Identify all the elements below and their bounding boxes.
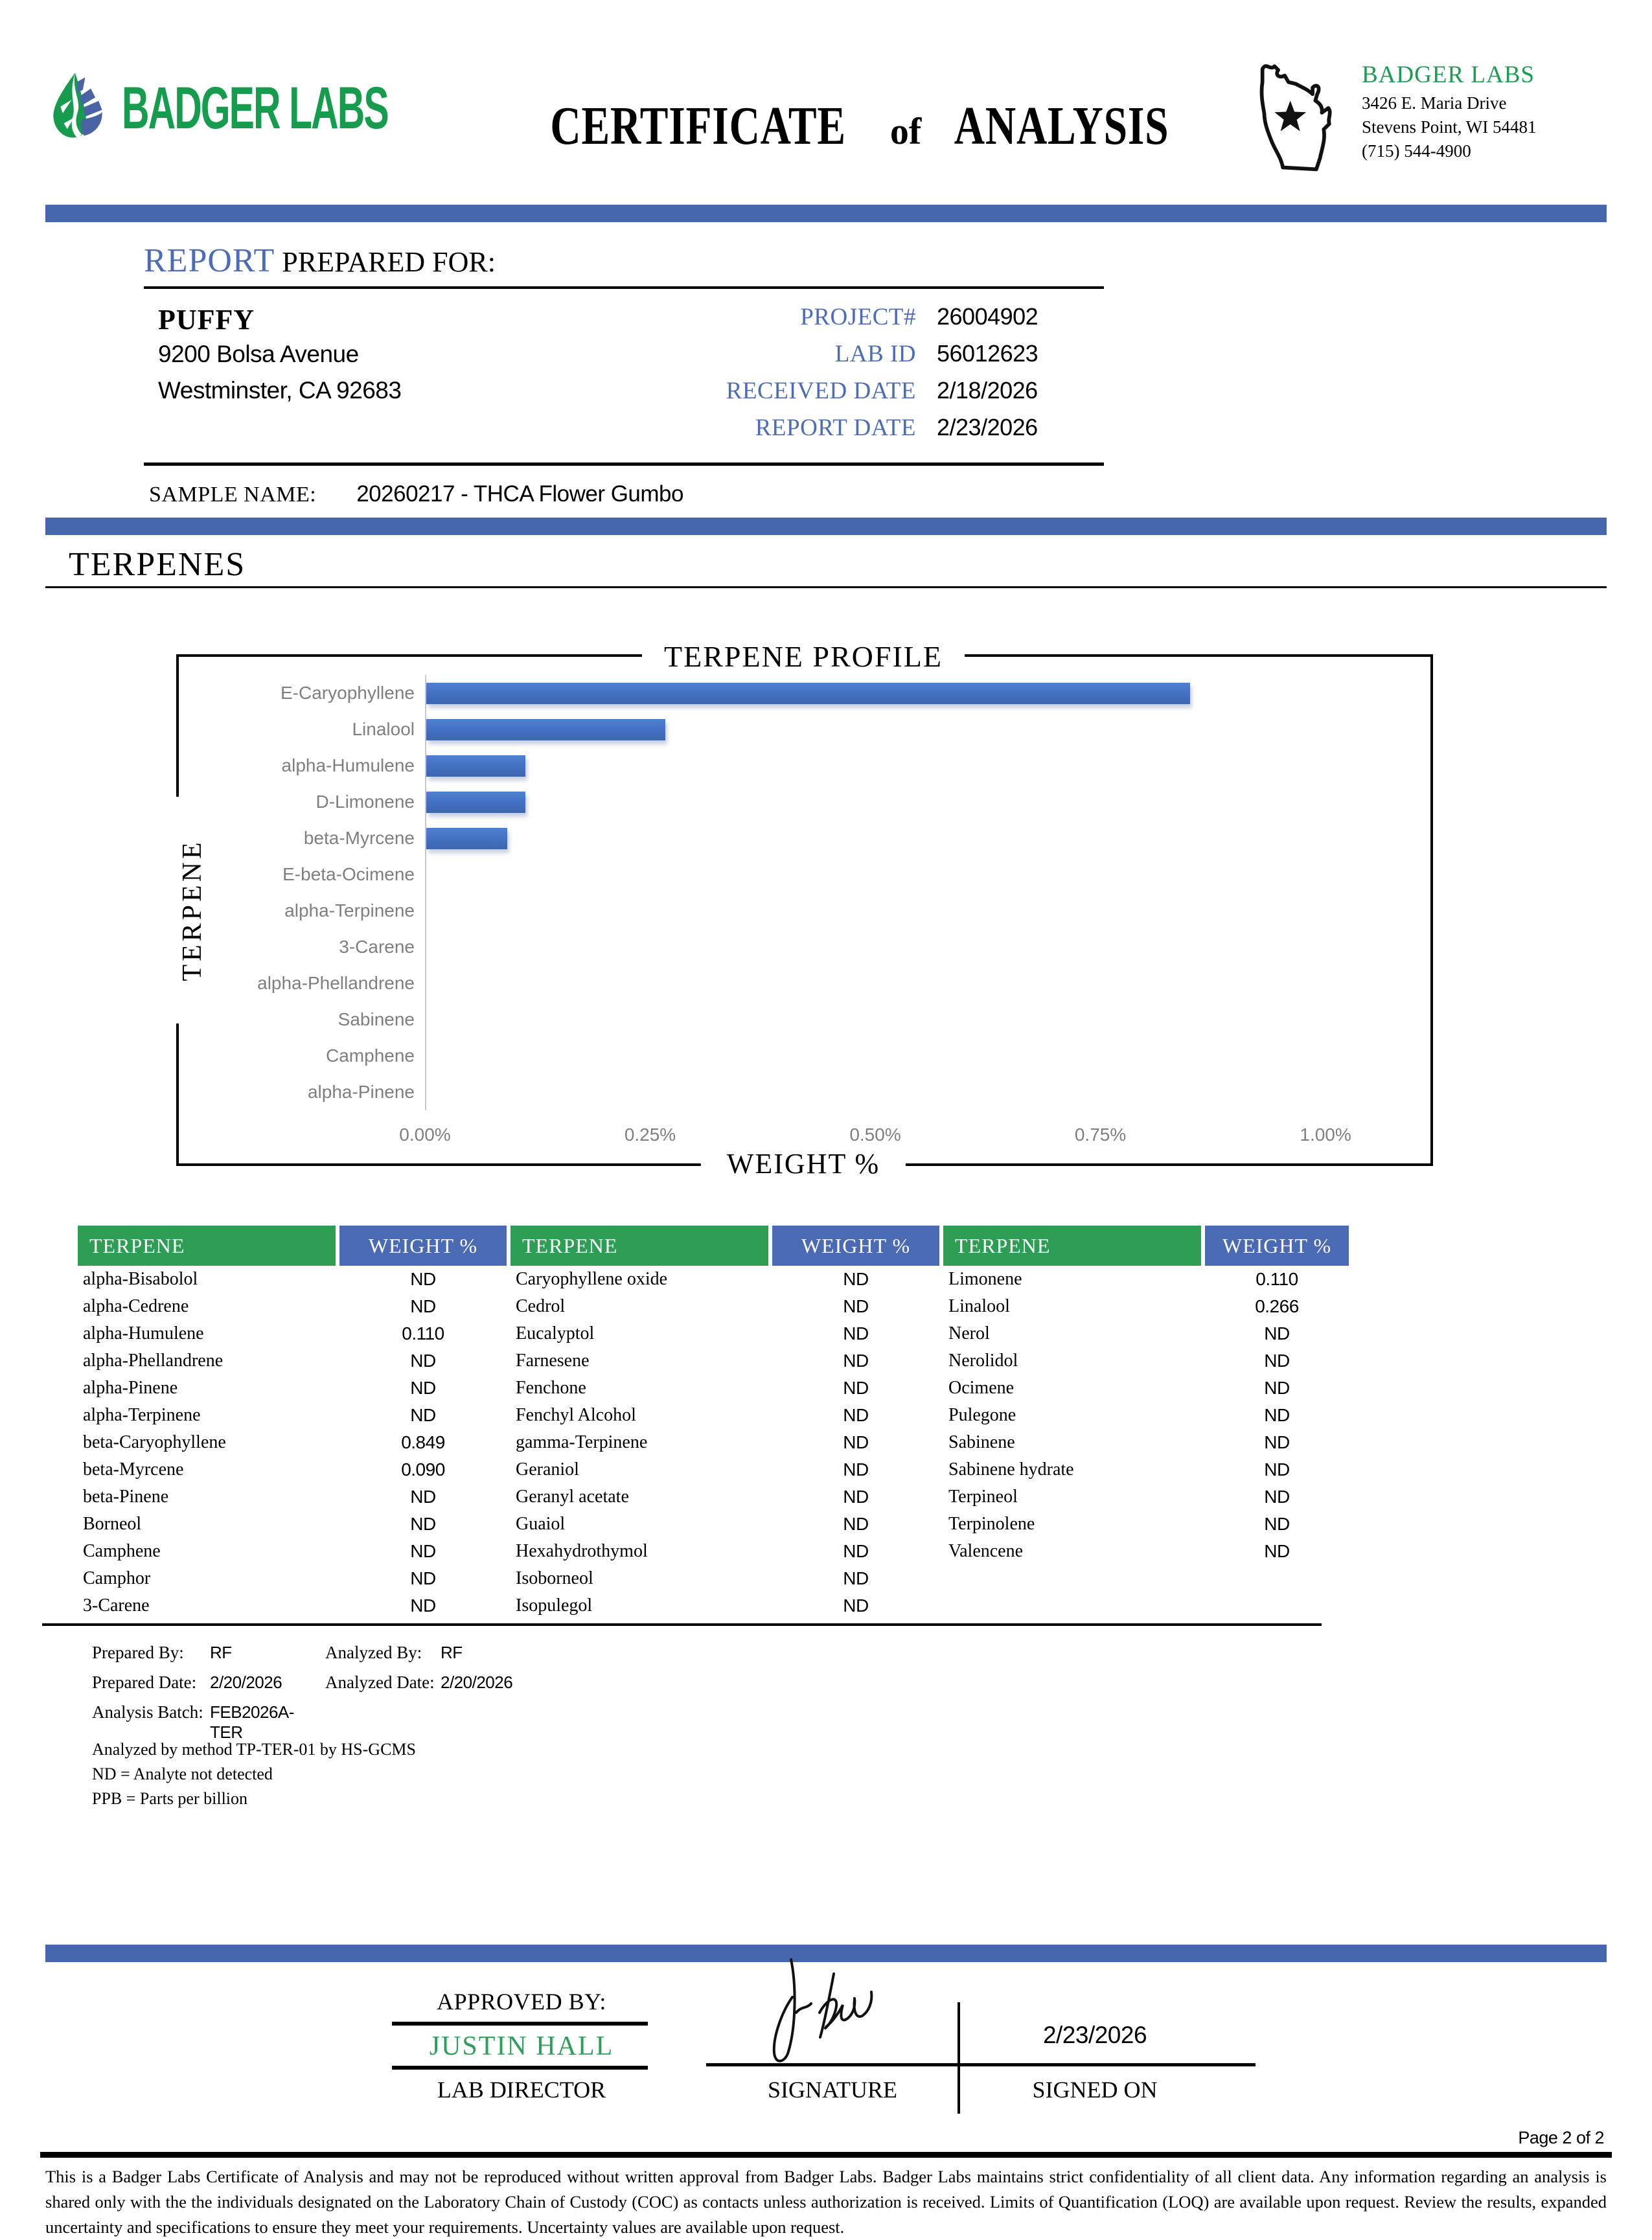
section-divider-line <box>144 463 1104 466</box>
table-cell-weight: ND <box>843 1323 869 1343</box>
ppb-note: PPB = Parts per billion <box>92 1789 248 1808</box>
table-cell-weight: ND <box>843 1459 869 1480</box>
chart-category-label: alpha-Phellandrene <box>257 973 415 993</box>
divider-bar-top <box>45 205 1607 222</box>
signature-divider-line <box>958 2002 960 2114</box>
table-cell-terpene: alpha-Terpinene <box>83 1405 201 1425</box>
chart-x-tick-label: 1.00% <box>1300 1125 1351 1145</box>
signed-on-label: SIGNED ON <box>1032 2077 1158 2103</box>
table-cell-weight: ND <box>843 1432 869 1452</box>
table-cell-weight: ND <box>410 1405 436 1425</box>
prepared-date-value: 2/20/2026 <box>210 1673 282 1692</box>
table-cell-weight: 0.110 <box>1256 1269 1298 1289</box>
table-cell-weight: 0.090 <box>401 1459 445 1480</box>
chart-x-tick-label: 0.25% <box>624 1125 676 1145</box>
chart-bar <box>426 683 1190 704</box>
table-header-terpene: TERPENE <box>78 1226 336 1266</box>
table-cell-terpene <box>943 1592 1201 1619</box>
analyzed-date-label: Analyzed Date: <box>325 1673 435 1692</box>
chart-bar-row <box>426 675 1420 711</box>
signed-on-date: 2/23/2026 <box>1042 2022 1147 2048</box>
leaf-logo-icon <box>49 57 117 159</box>
signature-image <box>729 1950 949 2080</box>
table-cell-terpene: 3-Carene <box>83 1595 150 1616</box>
sample-name-row <box>144 481 1104 507</box>
chart-x-ticks <box>399 1110 1420 1152</box>
table-cell-terpene: Sabinene <box>948 1432 1015 1452</box>
table-cell-terpene: alpha-Pinene <box>83 1378 178 1398</box>
prepared-date-label: Prepared Date: <box>92 1673 197 1692</box>
table-cell-weight: ND <box>410 1378 436 1398</box>
chart-bar-row <box>426 784 1420 820</box>
table-cell-weight: ND <box>843 1541 869 1561</box>
chart-category-label: Linalool <box>352 719 415 739</box>
labid-value: 56012623 <box>937 340 1038 367</box>
divider-bar-terpenes <box>45 518 1607 535</box>
table-cell-weight: 0.110 <box>402 1323 444 1343</box>
chart-bar-row <box>426 856 1420 893</box>
chart-category-label: alpha-Humulene <box>281 755 415 775</box>
terpenes-section-title: TERPENES <box>69 546 246 583</box>
lab-address-line1: 3426 E. Maria Drive <box>1362 93 1507 113</box>
disclaimer-text: This is a Badger Labs Certificate of Analysis and may not be reproduced without written approval from Badger Labs. Badger Labs maintains strict confidentiality of all client data. Any information regarding an analysis is shared only with the the individuals designated on the Laboratory Chain of Custody (COC) as contacts unless authorization is received. Limits of Quantification (LOQ) are available upon request. Review the results, expanded uncertainty and specifications to ensure they meet your requirements. Uncertainty values are available upon request. <box>45 2167 1607 2237</box>
lab-address-block <box>1244 51 1607 188</box>
project-label: PROJECT# <box>800 304 916 330</box>
table-header-weight: WEIGHT % <box>339 1226 507 1266</box>
table-cell-terpene: alpha-Phellandrene <box>83 1351 224 1371</box>
table-cell-terpene: alpha-Bisabolol <box>83 1269 198 1289</box>
document-title <box>464 95 1244 157</box>
table-cell-terpene: alpha-Cedrene <box>83 1296 189 1316</box>
table-cell-terpene: beta-Caryophyllene <box>83 1432 226 1452</box>
terpene-profile-chart <box>176 640 1433 1180</box>
table-cell-weight: ND <box>410 1541 436 1561</box>
received-date-label: RECEIVED DATE <box>726 378 916 404</box>
nd-note: ND = Analyte not detected <box>92 1765 273 1783</box>
table-cell-weight: ND <box>843 1378 869 1398</box>
report-date-value: 2/23/2026 <box>937 414 1038 440</box>
analyzed-date-value: 2/20/2026 <box>441 1673 513 1692</box>
approver-name: JUSTIN HALL <box>429 2031 614 2061</box>
table-cell-terpene: gamma-Terpinene <box>516 1432 648 1452</box>
table-cell-terpene: Camphene <box>83 1541 161 1561</box>
table-bottom-rule <box>42 1623 1322 1626</box>
table-cell-terpene: Hexahydrothymol <box>516 1541 648 1561</box>
table-cell-terpene: Valencene <box>948 1541 1024 1561</box>
logo-wordmark: BADGER LABS <box>122 74 388 141</box>
meta-row-reportdate <box>597 414 1104 451</box>
table-cell-terpene: Camphor <box>83 1568 151 1588</box>
sample-name-value: 20260217 - THCA Flower Gumbo <box>356 481 683 507</box>
prepared-by-label: Prepared By: <box>92 1643 184 1662</box>
table-cell-terpene: Terpineol <box>948 1487 1018 1507</box>
table-cell-terpene: Geranyl acetate <box>516 1487 629 1507</box>
table-cell-weight: ND <box>1264 1514 1290 1534</box>
table-cell-terpene: Caryophyllene oxide <box>516 1269 668 1289</box>
table-cell-terpene <box>943 1565 1201 1592</box>
lab-phone: (715) 544-4900 <box>1362 141 1471 161</box>
prepared-by-value: RF <box>210 1643 232 1662</box>
table-cell-terpene: Farnesene <box>516 1351 590 1371</box>
table-cell-weight: ND <box>843 1296 869 1316</box>
table-cell-terpene: Eucalyptol <box>516 1323 595 1343</box>
table-cell-terpene: Cedrol <box>516 1296 566 1316</box>
chart-category-label: E-Caryophyllene <box>281 683 415 703</box>
table-cell-terpene: beta-Pinene <box>83 1487 169 1507</box>
chart-bar <box>426 719 665 740</box>
table-cell-weight: ND <box>843 1514 869 1534</box>
report-date-label: REPORT DATE <box>755 415 916 441</box>
method-note: Analyzed by method TP-TER-01 by HS-GCMS <box>92 1740 416 1759</box>
table-cell-weight: ND <box>1264 1432 1290 1452</box>
chart-x-axis-label: WEIGHT % <box>701 1143 906 1185</box>
table-cell-terpene: Guaiol <box>516 1514 566 1534</box>
table-cell-terpene: Isoborneol <box>516 1568 593 1588</box>
table-cell-weight: ND <box>410 1595 436 1616</box>
table-cell-terpene: Nerol <box>948 1323 990 1343</box>
table-cell-terpene: Isopulegol <box>516 1595 593 1616</box>
table-cell-weight: ND <box>843 1269 869 1289</box>
title-certificate: CERTIFICATE <box>550 96 846 156</box>
approval-section <box>45 1962 1607 2124</box>
prepared-for-label: PREPARED FOR: <box>275 246 496 278</box>
chart-category-label: alpha-Terpinene <box>284 900 415 920</box>
chart-bar <box>426 828 507 849</box>
table-cell-terpene: Borneol <box>83 1514 142 1534</box>
table-cell-weight: ND <box>410 1568 436 1588</box>
prepared-date-row <box>92 1673 1607 1702</box>
chart-bar <box>426 755 525 777</box>
lab-director-label: LAB DIRECTOR <box>437 2077 606 2103</box>
chart-x-tick-label: 0.00% <box>399 1125 451 1145</box>
meta-row-received <box>597 377 1104 414</box>
table-cell-weight: ND <box>1264 1351 1290 1371</box>
wisconsin-map-icon <box>1244 51 1355 188</box>
table-cell-weight: ND <box>410 1296 436 1316</box>
title-of: of <box>889 110 922 152</box>
table-cell-terpene: Terpinolene <box>948 1514 1035 1534</box>
table-cell-weight: ND <box>1264 1323 1290 1343</box>
analysis-batch-label: Analysis Batch: <box>92 1702 203 1722</box>
chart-bar <box>426 792 525 813</box>
table-cell-terpene: Fenchone <box>516 1378 586 1398</box>
approver-name-line <box>392 2066 648 2070</box>
chart-category-label: D-Limonene <box>315 792 415 812</box>
table-header-terpene: TERPENE <box>511 1226 768 1266</box>
chart-bar-row <box>426 820 1420 856</box>
table-header-terpene: TERPENE <box>943 1226 1201 1266</box>
table-cell-weight <box>1205 1592 1349 1619</box>
table-cell-terpene: Geraniol <box>516 1459 579 1480</box>
table-cell-terpene: Sabinene hydrate <box>948 1459 1074 1480</box>
client-address-line2: Westminster, CA 92683 <box>158 377 402 404</box>
analyzed-by-value: RF <box>441 1643 463 1662</box>
report-prepared-for-heading <box>144 242 1104 280</box>
table-cell-weight: ND <box>1264 1459 1290 1480</box>
table-header-weight: WEIGHT % <box>772 1226 939 1266</box>
chart-category-label: Sabinene <box>338 1009 415 1029</box>
table-cell-weight: ND <box>1264 1541 1290 1561</box>
report-info-section <box>144 242 1104 507</box>
table-cell-terpene: Linalool <box>948 1296 1010 1316</box>
chart-bar-row <box>426 1074 1420 1110</box>
header <box>45 0 1607 188</box>
terpenes-underline <box>45 586 1607 588</box>
chart-category-label: Camphene <box>326 1046 415 1066</box>
project-value: 26004902 <box>937 303 1038 330</box>
received-date-value: 2/18/2026 <box>937 377 1038 404</box>
table-cell-terpene: Ocimene <box>948 1378 1015 1398</box>
chart-x-tick-label: 0.75% <box>1074 1125 1127 1145</box>
table-cell-weight: ND <box>410 1269 436 1289</box>
title-analysis: ANALYSIS <box>954 96 1169 156</box>
chart-bar-row <box>426 748 1420 784</box>
chart-bar-row <box>426 929 1420 965</box>
chart-bar-row <box>426 965 1420 1001</box>
chart-category-axis <box>192 675 425 1110</box>
lab-name: BADGER LABS <box>1362 62 1535 88</box>
lab-address-line2: Stevens Point, WI 54481 <box>1362 117 1537 137</box>
chart-category-label: beta-Myrcene <box>303 828 415 848</box>
chart-frame-left-top <box>176 657 179 797</box>
analyzed-by-label: Analyzed By: <box>325 1643 422 1662</box>
client-name: PUFFY <box>158 304 255 336</box>
table-cell-weight: ND <box>843 1351 869 1371</box>
chart-y-axis-label: TERPENE <box>178 839 207 981</box>
table-cell-terpene: alpha-Humulene <box>83 1323 204 1343</box>
footer-rule <box>40 2152 1612 2158</box>
table-cell-weight: ND <box>410 1487 436 1507</box>
table-header-weight: WEIGHT % <box>1205 1226 1349 1266</box>
chart-title: TERPENE PROFILE <box>642 637 965 677</box>
table-cell-weight: ND <box>1264 1487 1290 1507</box>
table-cell-terpene: beta-Myrcene <box>83 1459 184 1480</box>
terpene-results-table <box>78 1226 1332 1619</box>
chart-x-tick-label: 0.50% <box>849 1125 901 1145</box>
approved-by-line <box>392 2022 648 2026</box>
table-cell-weight: 0.266 <box>1255 1296 1299 1316</box>
chart-bar-row <box>426 893 1420 929</box>
table-cell-terpene: Nerolidol <box>948 1351 1018 1371</box>
analysis-notes <box>92 1643 1607 1811</box>
report-label: REPORT <box>144 242 275 279</box>
chart-plot-area <box>192 675 1420 1148</box>
analysis-batch-row <box>92 1702 1607 1742</box>
table-cell-weight: 0.849 <box>401 1432 445 1452</box>
client-address-line1: 9200 Bolsa Avenue <box>158 341 359 367</box>
table-cell-weight: ND <box>1264 1405 1290 1425</box>
table-cell-terpene: Fenchyl Alcohol <box>516 1405 636 1425</box>
signature-line <box>706 2063 1256 2066</box>
chart-frame-left-bottom <box>176 1023 179 1163</box>
table-cell-weight: ND <box>843 1487 869 1507</box>
meta-row-labid <box>597 340 1104 377</box>
chart-category-label: 3-Carene <box>339 937 415 957</box>
table-cell-terpene: Pulegone <box>948 1405 1016 1425</box>
report-meta <box>597 303 1104 451</box>
chart-bar-row <box>426 711 1420 748</box>
chart-bars-area <box>425 675 1420 1110</box>
prepared-by-row <box>92 1643 1607 1673</box>
chart-bar-row <box>426 1001 1420 1038</box>
chart-bar-row <box>426 1038 1420 1074</box>
client-block <box>144 303 597 451</box>
heading-underline <box>144 286 1104 289</box>
chart-category-label: alpha-Pinene <box>307 1082 415 1102</box>
table-cell-weight: ND <box>843 1568 869 1588</box>
meta-row-project <box>597 303 1104 340</box>
table-cell-terpene: Limonene <box>948 1269 1022 1289</box>
approved-by-label: APPROVED BY: <box>437 1989 606 2015</box>
table-cell-weight: ND <box>1264 1378 1290 1398</box>
analysis-batch-value: FEB2026A-TER <box>210 1702 294 1742</box>
table-cell-weight: ND <box>843 1405 869 1425</box>
table-cell-weight <box>1205 1565 1349 1592</box>
labid-label: LAB ID <box>834 341 916 367</box>
badger-labs-logo <box>49 57 464 159</box>
table-cell-weight: ND <box>410 1514 436 1534</box>
signature-label: SIGNATURE <box>767 2077 897 2103</box>
chart-category-label: E-beta-Ocimene <box>282 864 415 884</box>
sample-name-label: SAMPLE NAME: <box>149 483 317 507</box>
table-cell-weight: ND <box>843 1595 869 1616</box>
table-cell-weight: ND <box>410 1351 436 1371</box>
page-number: Page 2 of 2 <box>1518 2128 1604 2147</box>
